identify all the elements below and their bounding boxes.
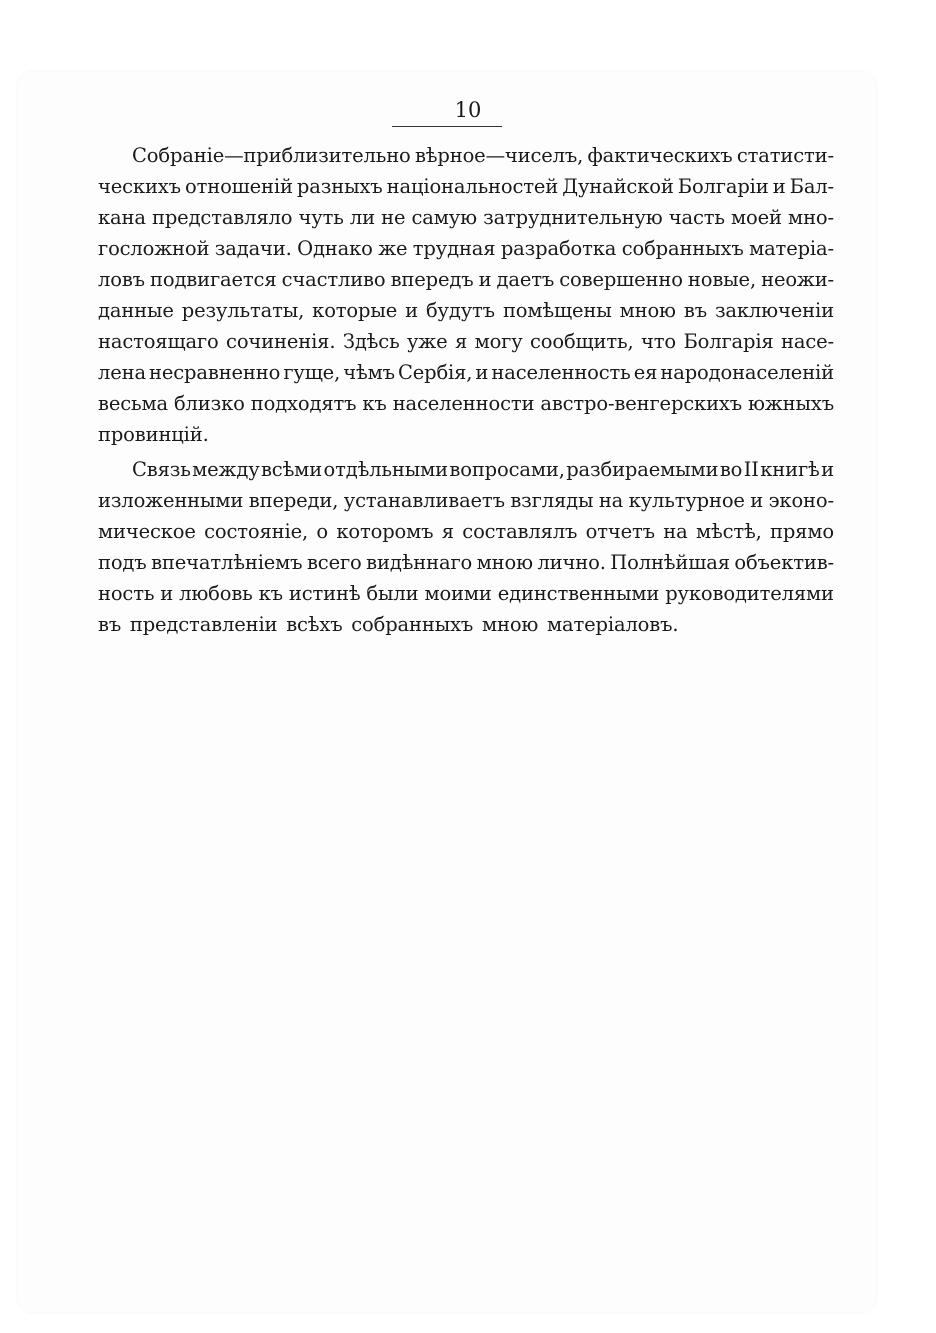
- word: настоящаго: [98, 330, 219, 353]
- word: II: [743, 458, 759, 481]
- word: вѣрное—чиселъ,: [414, 144, 584, 167]
- text-line: [98, 233, 834, 264]
- word: были: [366, 582, 419, 605]
- text-line: [98, 295, 834, 326]
- word: населенности: [392, 392, 535, 415]
- word: ея: [633, 361, 658, 384]
- word: близко: [173, 392, 245, 415]
- word: данные: [98, 299, 174, 322]
- word: единственными: [497, 582, 660, 605]
- word: совершенно: [559, 268, 683, 291]
- word: и: [478, 268, 492, 291]
- word: что: [641, 330, 676, 353]
- word: же: [378, 237, 408, 260]
- word: подъ: [98, 551, 147, 574]
- word: Бал-: [789, 175, 834, 198]
- word: Связь: [132, 458, 191, 481]
- word: Болгарія: [683, 330, 774, 353]
- word: новые,: [687, 268, 756, 291]
- word: Однако: [297, 237, 373, 260]
- word: ческихъ: [98, 175, 181, 198]
- word: южныхъ: [748, 392, 834, 415]
- word: на: [663, 520, 688, 543]
- word: мною: [619, 299, 676, 322]
- word: и: [772, 175, 786, 198]
- word: заключеніи: [714, 299, 834, 322]
- word: несравненно: [149, 361, 281, 384]
- word: гуще,: [283, 361, 341, 384]
- word: провинцій.: [98, 423, 209, 446]
- text-line: [98, 140, 834, 171]
- text-line: [98, 485, 834, 516]
- paragraph: [98, 454, 834, 640]
- word: матеріаловъ.: [547, 613, 679, 636]
- word: и: [160, 582, 174, 605]
- word: руководителями: [665, 582, 834, 605]
- word: мною: [476, 551, 533, 574]
- word: которые: [312, 299, 398, 322]
- word: и: [750, 489, 764, 512]
- word: задачи.: [214, 237, 292, 260]
- word: я: [441, 520, 454, 543]
- word: статисти-: [736, 144, 834, 167]
- text-line: [98, 454, 834, 485]
- word: ность: [98, 582, 155, 605]
- word: мно-: [788, 206, 834, 229]
- word: во: [719, 458, 743, 481]
- word: о: [316, 520, 328, 543]
- word: населенность: [491, 361, 631, 384]
- word: счастливо: [281, 268, 386, 291]
- word: могу: [474, 330, 523, 353]
- word: фактическихъ: [587, 144, 733, 167]
- word: народонаселеній: [660, 361, 834, 384]
- word: не: [381, 206, 406, 229]
- text-line: [98, 419, 834, 450]
- word: сочиненія.: [226, 330, 336, 353]
- word: которомъ: [336, 520, 434, 543]
- word: сообщить,: [530, 330, 634, 353]
- word: всего: [306, 551, 362, 574]
- word: всѣхъ: [286, 613, 343, 636]
- word: вопросами,: [449, 458, 565, 481]
- word: и: [475, 361, 489, 384]
- word: эконо-: [768, 489, 834, 512]
- word: прямо: [770, 520, 834, 543]
- word: мною: [481, 613, 539, 636]
- word: представленіи: [129, 613, 278, 636]
- word: моими: [424, 582, 492, 605]
- word: устанавливаетъ: [343, 489, 505, 512]
- word: составлялъ: [462, 520, 578, 543]
- page-number: 10: [454, 98, 482, 122]
- word: чуть: [298, 206, 344, 229]
- word: Сербія,: [397, 361, 473, 384]
- word: разныхъ: [296, 175, 383, 198]
- word: національностей: [386, 175, 559, 198]
- text-line: [98, 388, 834, 419]
- word: ловъ: [98, 268, 145, 291]
- word: взгляды: [510, 489, 594, 512]
- word: я: [454, 330, 468, 353]
- word: неожи-: [761, 268, 834, 291]
- word: истинѣ: [288, 582, 361, 605]
- word: любовь: [179, 582, 253, 605]
- word: помѣщены: [502, 299, 612, 322]
- paragraph: [98, 140, 834, 450]
- word: всѣми: [260, 458, 323, 481]
- text-line: [98, 171, 834, 202]
- word: Собраніе—приблизительно: [132, 144, 411, 167]
- text-line: [98, 547, 834, 578]
- word: и: [821, 458, 834, 481]
- word: подвигается: [150, 268, 277, 291]
- word: отдѣльными: [323, 458, 448, 481]
- word: въ: [683, 299, 707, 322]
- word: матеріа-: [749, 237, 834, 260]
- word: мѣстѣ,: [695, 520, 762, 543]
- text-line: [98, 516, 834, 547]
- text-line: [98, 202, 834, 233]
- word: разработка: [500, 237, 617, 260]
- word: между: [192, 458, 260, 481]
- word: представляло: [152, 206, 293, 229]
- text-line: [98, 609, 834, 640]
- word: подходятъ: [250, 392, 357, 415]
- word: культурное: [628, 489, 745, 512]
- word: отчетъ: [585, 520, 655, 543]
- word: чѣмъ: [343, 361, 395, 384]
- word: въ: [98, 613, 122, 636]
- word: книгѣ: [760, 458, 820, 481]
- word: изложенными: [98, 489, 244, 512]
- word: австро-венгерскихъ: [540, 392, 743, 415]
- word: мическое: [98, 520, 196, 543]
- word: къ: [362, 392, 387, 415]
- text-line: [98, 264, 834, 295]
- word: Полнѣйшая: [610, 551, 730, 574]
- word: затруднительную: [483, 206, 663, 229]
- word: часть: [668, 206, 725, 229]
- word: результаты,: [181, 299, 305, 322]
- word: самую: [411, 206, 477, 229]
- word: насе-: [781, 330, 834, 353]
- word: Дунайской: [562, 175, 674, 198]
- word: ли: [349, 206, 375, 229]
- word: госложной: [98, 237, 210, 260]
- word: кана: [98, 206, 146, 229]
- text-line: [98, 326, 834, 357]
- word: Болгаріи: [677, 175, 769, 198]
- word: впечатлѣніемъ: [151, 551, 303, 574]
- word: будутъ: [425, 299, 495, 322]
- word: весьма: [98, 392, 168, 415]
- word: уже: [406, 330, 448, 353]
- body-text: [98, 140, 834, 640]
- word: лично.: [537, 551, 606, 574]
- word: состояніе,: [204, 520, 309, 543]
- word: трудная: [412, 237, 496, 260]
- word: моей: [731, 206, 782, 229]
- word: лена: [98, 361, 146, 384]
- word: собранныхъ: [621, 237, 744, 260]
- word: къ: [258, 582, 283, 605]
- word: объектив-: [734, 551, 834, 574]
- word: видѣннаго: [366, 551, 473, 574]
- word: собранныхъ: [351, 613, 474, 636]
- text-line: [98, 578, 834, 609]
- word: отношеній: [185, 175, 293, 198]
- word: Здѣсь: [342, 330, 400, 353]
- word: даетъ: [496, 268, 555, 291]
- page-number-rule: [392, 126, 502, 127]
- word: разбираемыми: [566, 458, 719, 481]
- text-line: [98, 357, 834, 388]
- word: на: [598, 489, 624, 512]
- word: и: [405, 299, 418, 322]
- word: впереди,: [248, 489, 339, 512]
- word: впередъ: [390, 268, 474, 291]
